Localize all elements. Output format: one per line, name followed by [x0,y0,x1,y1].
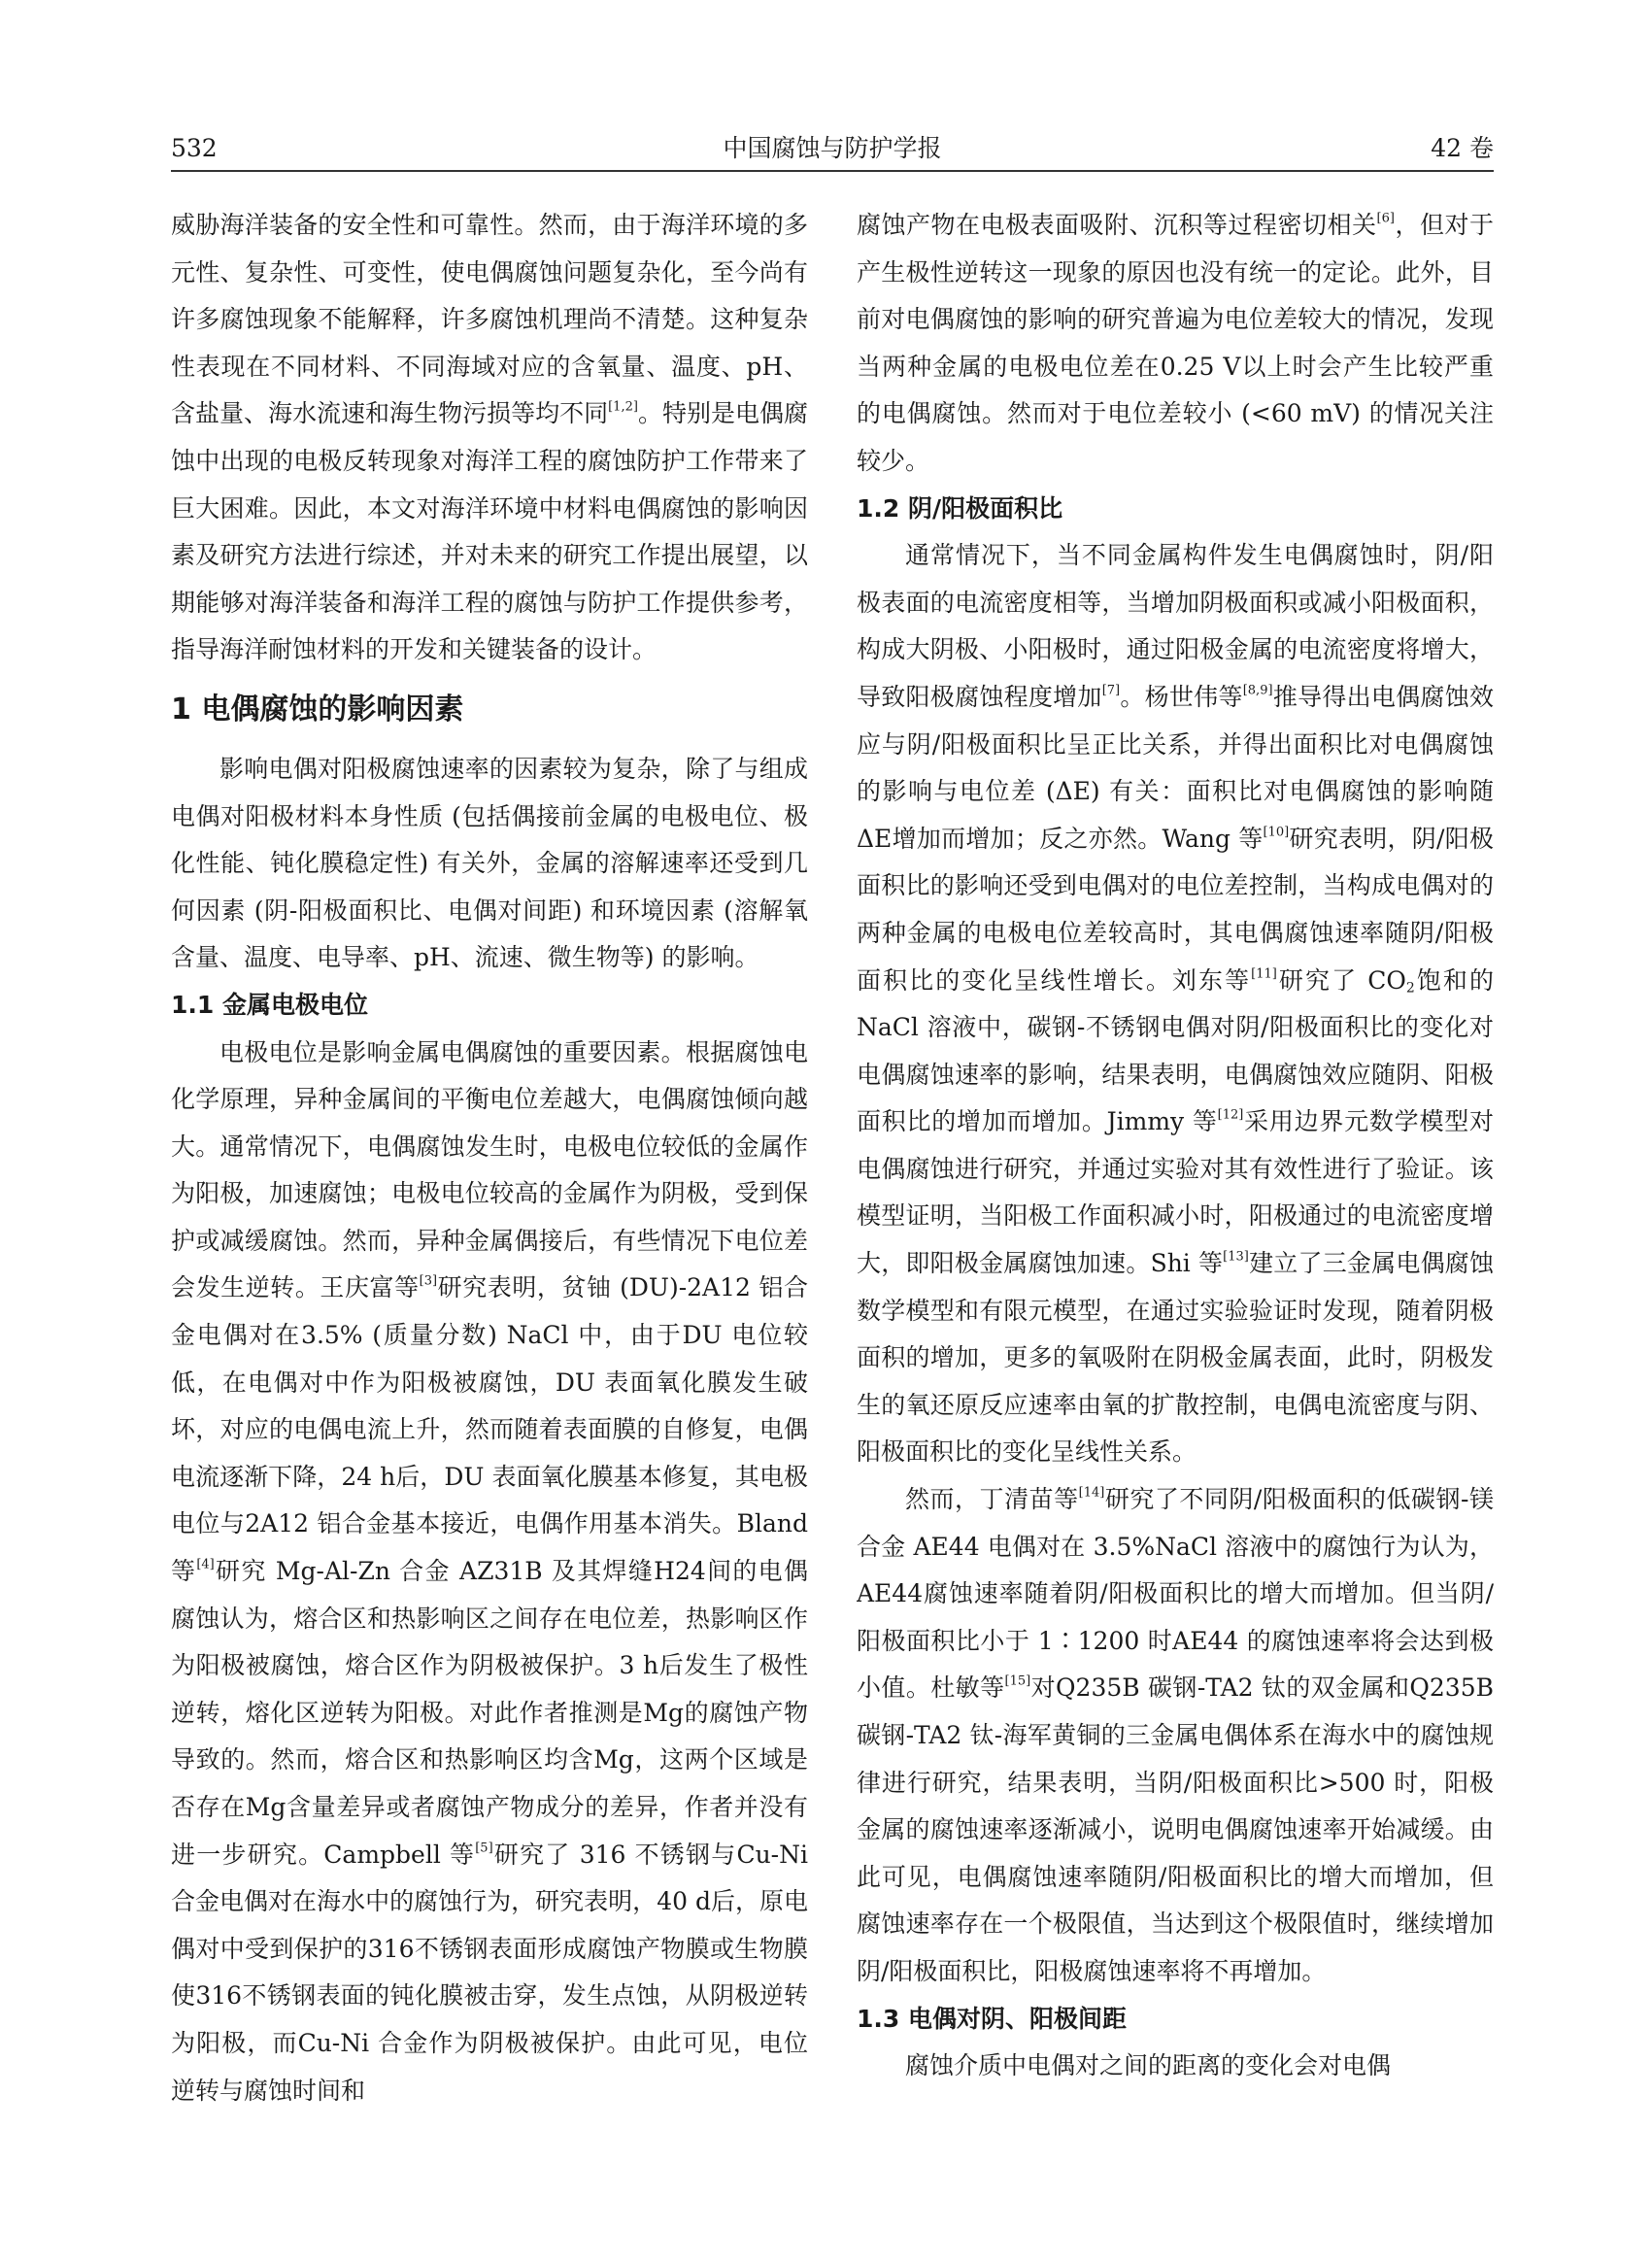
page-number: 532 [171,134,218,162]
subsection-heading-1-2: 1.2 阴/阳极面积比 [857,493,1063,523]
subsection-heading-1-3: 1.3 电偶对阴、阳极间距 [857,2004,1127,2033]
citation: [8,9] [1242,683,1273,698]
volume-label: 42 卷 [1431,134,1494,162]
citation: [7] [1101,683,1121,698]
right-column [857,202,1494,2203]
section-1-paragraph: 影响电偶对阳极腐蚀速率的因素较为复杂，除了与组成电偶对阳极材料本身性质 (包括偶接前金属的电极电位、极化性能、钝化膜稳定性) 有关外，金属的溶解速率还受到几何因素 (阴-阳极面积比、电偶对间距) 和环境因素 (溶解氧含量、温度、电导率、pH、流速、微生物等) 的影响。 [171,754,808,972]
citation: [1,2] [608,399,638,415]
running-header [171,129,1494,168]
citation: [13] [1223,1249,1249,1265]
subsection-1-2-paragraph-1: 通常情况下，当不同金属构件发生电偶腐蚀时，阴/阳极表面的电流密度相等，当增加阴极面积或减小阳极面积，构成大阴极、小阳极时，通过阳极金属的电流密度将增大，导致阳极腐蚀程度增加[7]。杨世伟等[8,9]推导得出电偶腐蚀效应与阴/阳极面积比呈正比关系，并得出面积比对电偶腐蚀的影响与电位差 (ΔE) 有关：面积比对电偶腐蚀的影响随ΔE增加而增加；反之亦然。Wang 等[10]研究表明，阴/阳极面积比的影响还受到电偶对的电位差控制，当构成电偶对的两种金属的电极电位差较高时，其电偶腐蚀速率随阴/阳极面积比的变化呈线性增长。刘东等[11]研究了 $CO_2$饱和的 NaCl 溶液中，碳钢-不锈钢电偶对阴/阳极面积比的变化对电偶腐蚀速率的影响，结果表明，电偶腐蚀效应随阴、阳极面积比的增加而增加。Jimmy 等[12]采用边界元数学模型对电偶腐蚀进行研究，并通过实验对其有效性进行了验证。该模型证明，当阳极工作面积减小时，阳极通过的电流密度增大，即阳极金属腐蚀加速。Shi 等[13]建立了三金属电偶腐蚀数学模型和有限元模型，在通过实验验证时发现，随着阴极面积的增加，更多的氧吸附在阴极金属表面，此时，阴极发生的氧还原反应速率由氧的扩散控制，电偶电流密度与阴、阳极面积比的变化呈线性关系。 [857,541,1494,1467]
citation: [4] [196,1557,215,1572]
subscript: 2 [1405,980,1415,996]
citation: [6] [1376,211,1395,226]
citation: [15] [1004,1673,1031,1689]
subsection-1-1-paragraph: 电极电位是影响金属电偶腐蚀的重要因素。根据腐蚀电化学原理，异种金属间的平衡电位差越大，电偶腐蚀倾向越大。通常情况下，电偶腐蚀发生时，电极电位较低的金属作为阳极，加速腐蚀；电极电位较高的金属作为阴极，受到保护或减缓腐蚀。然而，异种金属偶接后，有些情况下电位差会发生逆转。王庆富等[3]研究表明，贫铀 (DU)-2A12 铝合金电偶对在3.5% (质量分数) NaCl 中，由于DU 电位较低，在电偶对中作为阳极被腐蚀，DU 表面氧化膜发生破坏，对应的电偶电流上升，然而随着表面膜的自修复，电偶电流逐渐下降，24 h后，DU 表面氧化膜基本修复，其电极电位与2A12 铝合金基本接近，电偶作用基本消失。Bland 等[4]研究 Mg-Al-Zn 合金 AZ31B 及其焊缝H24间的电偶腐蚀认为，熔合区和热影响区之间存在电位差，热影响区作为阳极被腐蚀，熔合区作为阴极被保护。3 h后发生了极性逆转，熔化区逆转为阳极。对此作者推测是Mg的腐蚀产物导致的。然而，熔合区和热影响区均含Mg，这两个区域是否存在Mg含量差异或者腐蚀产物成分的差异，作者并没有进一步研究。Campbell 等[5]研究了 316 不锈钢与Cu-Ni 合金电偶对在海水中的腐蚀行为，研究表明，40 d后，原电偶对中受到保护的316不锈钢表面形成腐蚀产物膜或生物膜使316不锈钢表面的钝化膜被击穿，发生点蚀，从阴极逆转为阳极，而Cu-Ni 合金作为阴极被保护。由此可见，电位逆转与腐蚀时间和 [171,1037,808,2105]
citation: [3] [419,1273,438,1289]
subsection-heading-1-1: 1.1 金属电极电位 [171,990,368,1019]
citation: [14] [1078,1485,1105,1501]
subsection-1-2-paragraph-2: 然而，丁清苗等[14]研究了不同阴/阳极面积的低碳钢-镁合金 AE44 电偶对在 3.5%NaCl 溶液中的腐蚀行为认为，AE44腐蚀速率随着阴/阳极面积比的增大而增加。但当阴/阳极面积比小于 1∶1200 时AE44 的腐蚀速率将会达到极小值。杜敏等[15]对Q235B 碳钢-TA2 钛的双金属和Q235B 碳钢-TA2 钛-海军黄铜的三金属电偶体系在海水中的腐蚀规律进行研究，结果表明，当阴/阳极面积比>500 时，阳极金属的腐蚀速率逐渐减小，说明电偶腐蚀速率开始减缓。由此可见，电偶腐蚀速率随阴/阳极面积比的增大而增加，但腐蚀速率存在一个极限值，当达到这个极限值时，继续增加阴/阳极面积比，阳极腐蚀速率将不再增加。 [857,1485,1494,1985]
section-heading-1: 1 电偶腐蚀的影响因素 [171,692,464,727]
header-rule [171,170,1494,172]
citation: [12] [1217,1107,1244,1123]
citation: [10] [1263,825,1290,840]
citation: [11] [1251,965,1277,981]
intro-paragraph-continued: 威胁海洋装备的安全性和可靠性。然而，由于海洋环境的多元性、复杂性、可变性，使电偶腐蚀问题复杂化，至今尚有许多腐蚀现象不能解释，许多腐蚀机理尚不清楚。这种复杂性表现在不同材料、不同海域对应的含氧量、温度、pH、含盐量、海水流速和海生物污损等均不同[1,2]。特别是电偶腐蚀中出现的电极反转现象对海洋工程的腐蚀防护工作带来了巨大困难。因此，本文对海洋环境中材料电偶腐蚀的影响因素及研究方法进行综述，并对未来的研究工作提出展望，以期能够对海洋装备和海洋工程的腐蚀与防护工作提供参考，指导海洋耐蚀材料的开发和关键装备的设计。 [171,211,808,664]
subsection-1-3-paragraph: 腐蚀介质中电偶对之间的距离的变化会对电偶 [905,2051,1392,2080]
subsection-1-1-paragraph-continued: 腐蚀产物在电极表面吸附、沉积等过程密切相关[6]，但对于产生极性逆转这一现象的原因也没有统一的定论。此外，目前对电偶腐蚀的影响的研究普遍为电位差较大的情况，发现当两种金属的电极电位差在0.25 V以上时会产生比较严重的电偶腐蚀。然而对于电位差较小 (<60 mV) 的情况关注较少。 [857,211,1494,475]
left-column [171,202,808,2203]
journal-title: 中国腐蚀与防护学报 [723,134,942,162]
citation: [5] [475,1840,493,1855]
